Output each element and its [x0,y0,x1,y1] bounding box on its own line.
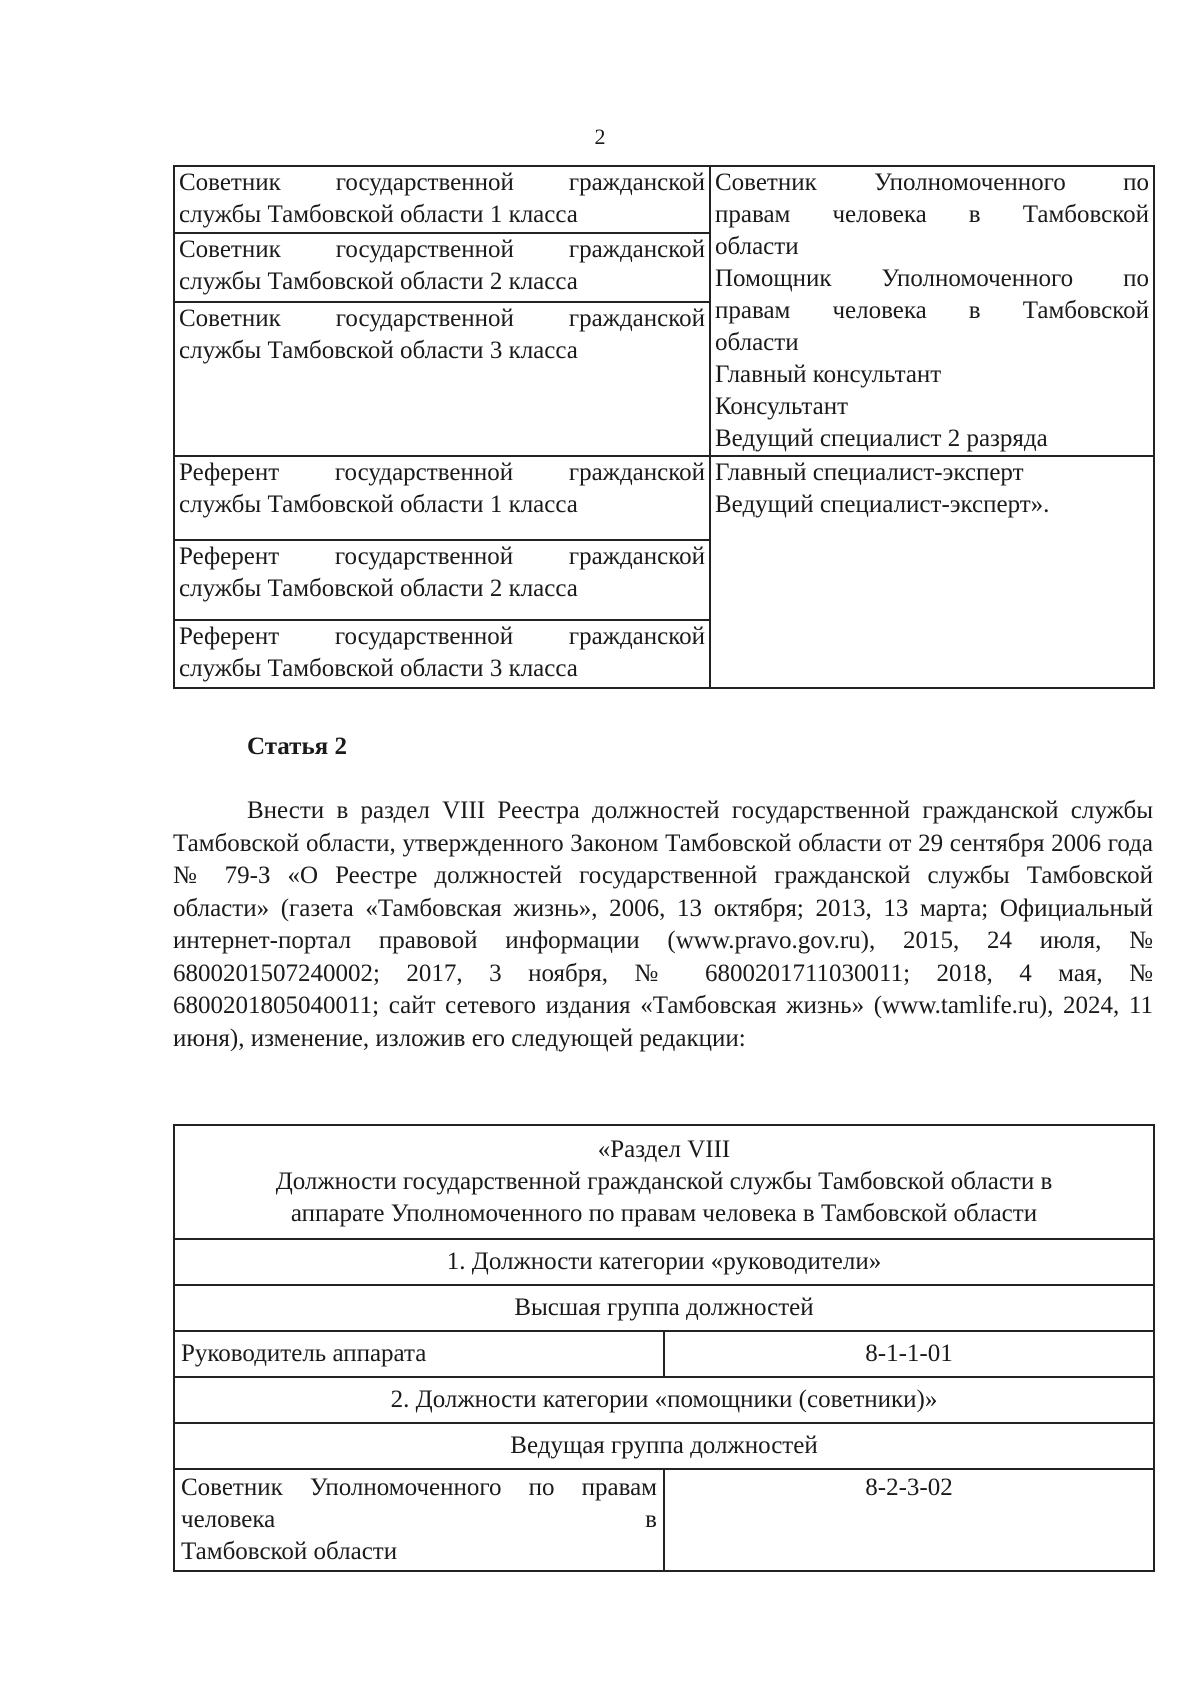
position-line: службы Тамбовской области 1 класса [179,201,578,228]
position-equivalence-table [173,165,1155,689]
position-line: Советник Уполномоченного по правам человека в [181,1474,657,1533]
equivalent-line: области [715,233,799,260]
group-heading: Высшая группа должностей [174,1285,1154,1331]
equivalent-positions-cell [710,166,1154,456]
equivalent-line: Главный специалист-эксперт [715,459,1024,486]
article-body: Внести в раздел VIII Реестра должностей государственной гражданской службы Тамбовской области, утвержденного Законом Тамбовской области от 29 сентября 2006 года № 79-З «О Реестре должностей государственной гражданской службы Тамбовской области» (газета «Тамбовская жизнь», 2006, 13 октября; 2013, 13 марта; Официальный интернет-портал правовой информации (www.pravo.gov.ru), 2015, 24 июля, № 6800201507240002; 2017, 3 ноября, № 6800201711030011; 2018, 4 мая, № 6800201805040011; сайт сетевого издания «Тамбовская жизнь» (www.tamlife.ru), 2024, 11 июня), изменение, изложив его следующей редакции: [173,797,1153,1052]
position-line: Тамбовской области [181,1538,398,1565]
page-number: 2 [594,124,606,149]
position-cell [174,233,710,302]
position-cell [174,620,710,688]
position-line: службы Тамбовской области 1 класса [179,491,578,518]
equivalent-line: Консультант [715,393,849,420]
position-cell [174,540,710,620]
equivalent-line: Ведущий специалист-эксперт». [715,491,1050,518]
article-title: Статья 2 [247,733,347,760]
category-heading: 2. Должности категории «помощники (советники)» [174,1377,1154,1423]
position-line: Референт государственной гражданской [179,543,705,570]
table-row [174,1285,1154,1331]
section-title: «Раздел VIII [597,1136,731,1163]
table-row [174,456,1154,540]
equivalent-line: правам человека в Тамбовской [715,297,1149,324]
position-cell [174,456,710,540]
group-heading: Ведущая группа должностей [174,1423,1154,1469]
position-code: 8-1-1-01 [664,1331,1154,1377]
equivalent-line: Помощник Уполномоченного по [715,265,1149,292]
equivalent-line: Советник Уполномоченного по [715,169,1149,196]
table-row [174,1239,1154,1285]
section-subtitle-line: аппарате Уполномоченного по правам человека в Тамбовской области [290,1200,1038,1227]
equivalent-line: Главный консультант [715,361,942,388]
position-line: Референт государственной гражданской [179,459,705,486]
table-row [174,1469,1154,1571]
section-subtitle-line: Должности государственной гражданской службы Тамбовской области в [275,1168,1053,1195]
position-line: Советник государственной гражданской [179,235,705,263]
position-line: службы Тамбовской области 2 класса [179,575,578,602]
table-row [174,1423,1154,1469]
position-cell [174,166,710,233]
position-name [174,1469,664,1571]
table-row [174,1331,1154,1377]
table-row [174,166,1154,233]
registry-section-table [173,1124,1155,1572]
category-heading: 1. Должности категории «руководители» [174,1239,1154,1285]
position-line: Советник государственной гражданской [179,304,705,332]
equivalent-line: правам человека в Тамбовской [715,201,1149,228]
position-cell [174,302,710,456]
position-line: службы Тамбовской области 3 класса [179,336,578,364]
position-name: Руководитель аппарата [174,1331,664,1377]
table-row [174,1377,1154,1423]
position-code: 8-2-3-02 [664,1469,1154,1571]
equivalent-line: Ведущий специалист 2 разряда [715,425,1048,452]
section-header-cell [174,1125,1154,1239]
equivalent-line: области [715,329,799,356]
position-line: Референт государственной гражданской [179,623,705,650]
table-row [174,1125,1154,1239]
position-line: службы Тамбовской области 3 класса [179,655,578,682]
position-line: службы Тамбовской области 2 класса [179,267,578,295]
equivalent-positions-cell [710,456,1154,688]
position-line: Советник государственной гражданской [179,169,705,196]
